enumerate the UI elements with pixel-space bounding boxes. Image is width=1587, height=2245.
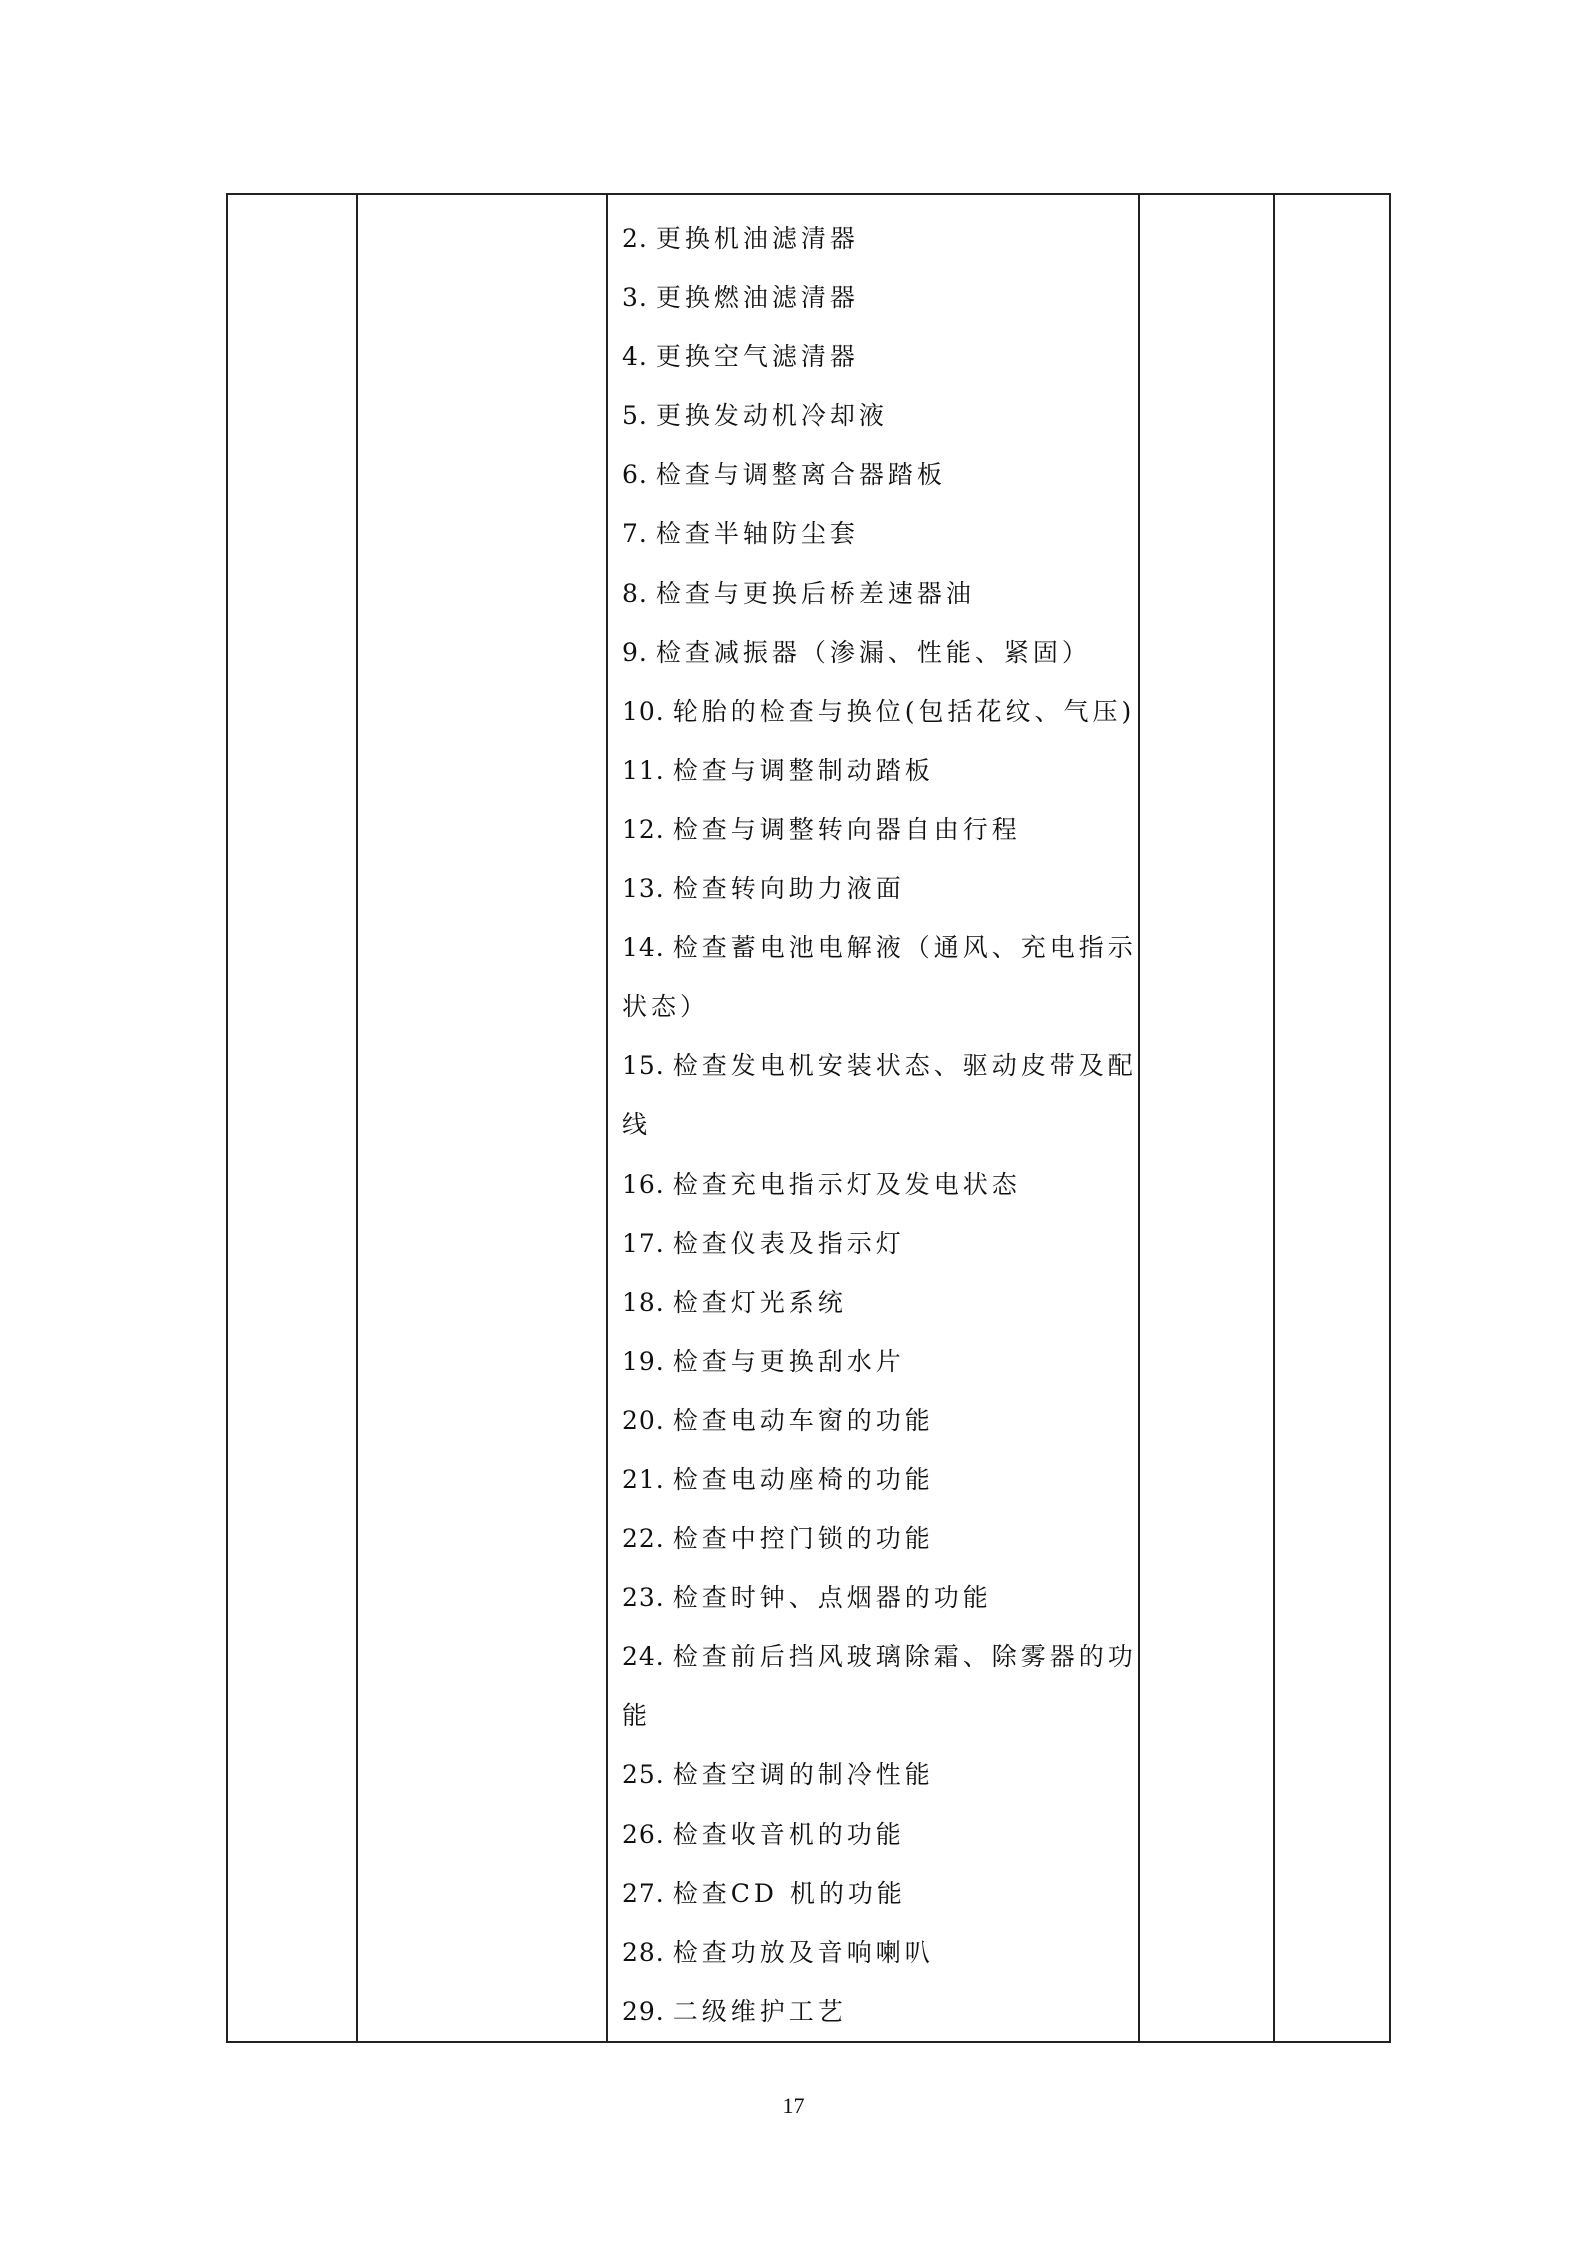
item-text: 检查灯光系统 xyxy=(672,1287,847,1317)
list-item xyxy=(622,977,1128,1036)
item-text: 检查发电机安装状态、驱动皮带及配 xyxy=(672,1051,1137,1081)
item-text: 检查时钟、点烟器的功能 xyxy=(672,1583,992,1613)
item-text: 检查与调整制动踏板 xyxy=(672,755,934,785)
item-text: 检查蓄电池电解液（通风、充电指示 xyxy=(672,933,1137,963)
table-cell-col5 xyxy=(1274,194,1390,2042)
item-number: 5. xyxy=(622,401,648,431)
item-text: 检查仪表及指示灯 xyxy=(672,1228,905,1258)
item-text: 更换机油滤清器 xyxy=(655,224,859,253)
item-text: 检查与调整转向器自由行程 xyxy=(672,814,1021,844)
item-text: 检查CD 机的功能 xyxy=(672,1878,906,1908)
list-item xyxy=(622,1095,1128,1154)
item-text: 二级维护工艺 xyxy=(672,1996,847,2026)
item-number: 2. xyxy=(622,224,648,253)
item-text: 检查电动车窗的功能 xyxy=(672,1405,934,1435)
list-item xyxy=(622,741,1128,800)
list-item xyxy=(622,1332,1128,1391)
page-number: 17 xyxy=(782,2093,805,2118)
item-number: 17. xyxy=(622,1228,665,1258)
item-text: 线 xyxy=(622,1110,652,1140)
list-item xyxy=(622,1805,1128,1864)
item-text: 检查充电指示灯及发电状态 xyxy=(672,1169,1021,1199)
item-number: 7. xyxy=(622,519,648,549)
item-number: 21. xyxy=(622,1464,665,1494)
item-text: 检查电动座椅的功能 xyxy=(672,1464,934,1494)
item-number: 13. xyxy=(622,874,665,904)
item-text: 能 xyxy=(622,1701,652,1731)
table-cell-col2 xyxy=(357,194,607,2042)
list-item xyxy=(622,1155,1128,1214)
item-text: 检查与调整离合器踏板 xyxy=(655,460,946,490)
item-number: 29. xyxy=(622,1996,665,2026)
list-item xyxy=(622,1982,1128,2041)
list-item xyxy=(622,1923,1128,1982)
item-number: 20. xyxy=(622,1405,665,1435)
table-cell-items xyxy=(607,194,1139,2042)
item-number: 16. xyxy=(622,1169,665,1199)
item-text: 轮胎的检查与换位(包括花纹、气压) xyxy=(672,696,1136,726)
item-text: 检查前后挡风玻璃除霜、除雾器的功 xyxy=(672,1642,1137,1672)
item-number: 6. xyxy=(622,460,648,490)
item-number: 9. xyxy=(622,637,648,667)
item-number: 19. xyxy=(622,1346,665,1376)
item-number: 10. xyxy=(622,696,665,726)
item-number: 12. xyxy=(622,814,665,844)
list-item xyxy=(622,564,1128,623)
item-number: 14. xyxy=(622,933,665,963)
item-number: 22. xyxy=(622,1524,665,1554)
item-text: 检查中控门锁的功能 xyxy=(672,1524,934,1554)
list-item xyxy=(622,682,1136,741)
item-text: 检查与更换刮水片 xyxy=(672,1346,905,1376)
item-text: 检查与更换后桥差速器油 xyxy=(655,578,975,608)
list-item xyxy=(622,1450,1128,1509)
item-number: 24. xyxy=(622,1642,665,1672)
list-item xyxy=(622,1568,1128,1627)
list-item xyxy=(622,327,1128,386)
list-item xyxy=(622,1745,1128,1804)
item-text: 检查功放及音响喇叭 xyxy=(672,1937,934,1967)
item-number: 26. xyxy=(622,1819,665,1849)
item-text: 检查减振器（渗漏、性能、紧固） xyxy=(655,637,1091,667)
item-text: 更换空气滤清器 xyxy=(655,342,859,372)
item-text: 检查收音机的功能 xyxy=(672,1819,905,1849)
list-item xyxy=(622,1864,1128,1923)
table-cell-col4 xyxy=(1139,194,1274,2042)
list-item xyxy=(622,918,1137,977)
item-number: 28. xyxy=(622,1937,665,1967)
table-row xyxy=(227,194,1390,2042)
list-item xyxy=(622,859,1128,918)
item-number: 27. xyxy=(622,1878,665,1908)
item-text: 检查空调的制冷性能 xyxy=(672,1760,934,1790)
table-cell-col1 xyxy=(227,194,357,2042)
list-item xyxy=(622,1627,1137,1686)
list-item xyxy=(622,623,1128,682)
item-text: 更换燃油滤清器 xyxy=(655,283,859,313)
list-item xyxy=(622,209,1128,268)
item-text: 更换发动机冷却液 xyxy=(655,401,888,431)
item-number: 4. xyxy=(622,342,648,372)
list-item xyxy=(622,445,1128,504)
maintenance-items-table xyxy=(226,193,1391,2043)
list-item xyxy=(622,268,1128,327)
item-number: 23. xyxy=(622,1583,665,1613)
maintenance-items-list xyxy=(608,195,1138,2041)
list-item xyxy=(622,1214,1128,1273)
item-number: 25. xyxy=(622,1760,665,1790)
item-text: 状态） xyxy=(622,992,710,1022)
item-text: 检查转向助力液面 xyxy=(672,874,905,904)
list-item xyxy=(622,1273,1128,1332)
item-number: 15. xyxy=(622,1051,665,1081)
item-number: 11. xyxy=(622,755,665,785)
list-item xyxy=(622,504,1128,563)
list-item xyxy=(622,1686,1128,1745)
list-item xyxy=(622,1036,1137,1095)
list-item xyxy=(622,386,1128,445)
list-item xyxy=(622,1509,1128,1568)
item-number: 8. xyxy=(622,578,648,608)
list-item xyxy=(622,800,1128,859)
item-number: 3. xyxy=(622,283,648,313)
item-number: 18. xyxy=(622,1287,665,1317)
list-item xyxy=(622,1391,1128,1450)
item-text: 检查半轴防尘套 xyxy=(655,519,859,549)
